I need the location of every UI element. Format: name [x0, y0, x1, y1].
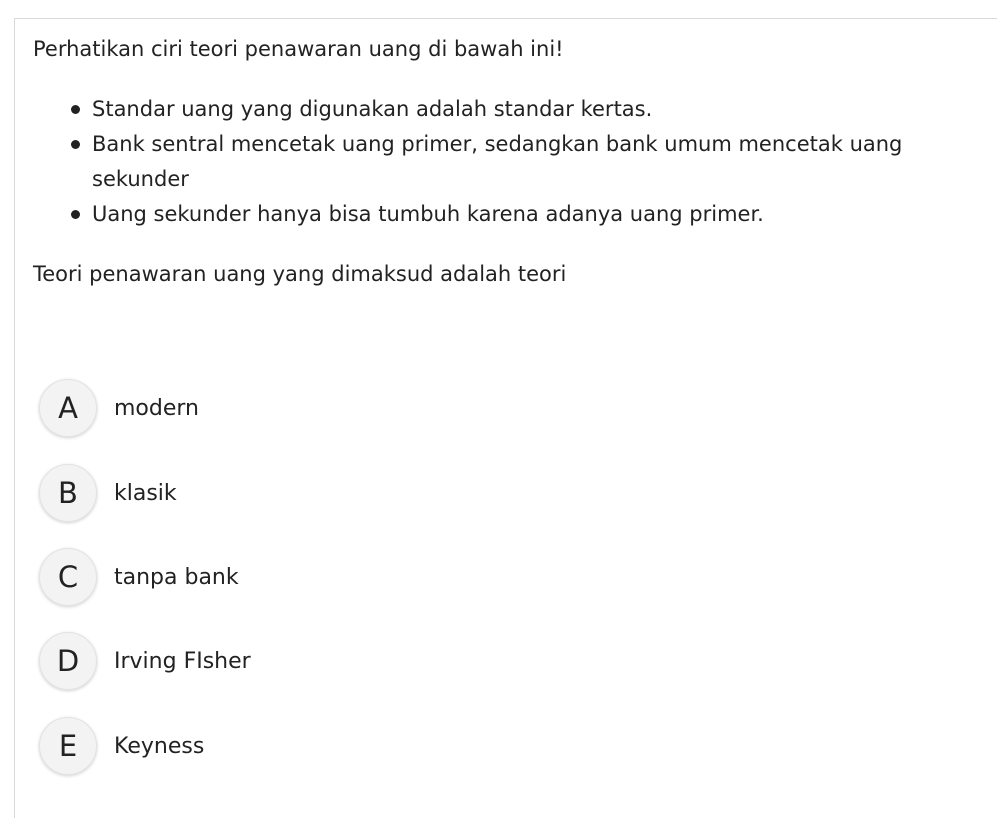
option-b[interactable] [39, 464, 177, 522]
option-letter-badge[interactable]: B [39, 464, 97, 522]
option-letter-badge[interactable]: A [39, 379, 97, 437]
question-intro: Perhatikan ciri teori penawaran uang di bawah ini! [33, 37, 564, 61]
bullet-icon [71, 140, 80, 149]
trait-text: Bank sentral mencetak uang primer, sedangkan bank umum mencetak uang sekunder [92, 132, 903, 191]
bullet-icon [71, 210, 80, 219]
option-text[interactable]: tanpa bank [114, 564, 239, 590]
trait-item [33, 197, 953, 232]
option-e[interactable] [39, 717, 204, 775]
option-d[interactable] [39, 632, 251, 690]
trait-item [33, 127, 953, 197]
trait-text: Uang sekunder hanya bisa tumbuh karena adanya uang primer. [92, 202, 764, 226]
option-letter-badge[interactable]: E [39, 717, 97, 775]
bullet-icon [71, 105, 80, 114]
option-a[interactable] [39, 379, 199, 437]
question-prompt: Teori penawaran uang yang dimaksud adalah teori [33, 262, 567, 286]
trait-text: Standar uang yang digunakan adalah standar kertas. [92, 97, 653, 121]
option-text[interactable]: Irving FIsher [114, 648, 251, 674]
option-letter-badge[interactable]: C [39, 548, 97, 606]
option-c[interactable] [39, 548, 239, 606]
option-text[interactable]: modern [114, 395, 199, 421]
option-text[interactable]: Keyness [114, 733, 205, 759]
option-letter-badge[interactable]: D [39, 632, 97, 690]
trait-item [33, 92, 953, 127]
question-card [14, 18, 997, 818]
trait-list [33, 92, 953, 232]
option-text[interactable]: klasik [114, 480, 177, 506]
